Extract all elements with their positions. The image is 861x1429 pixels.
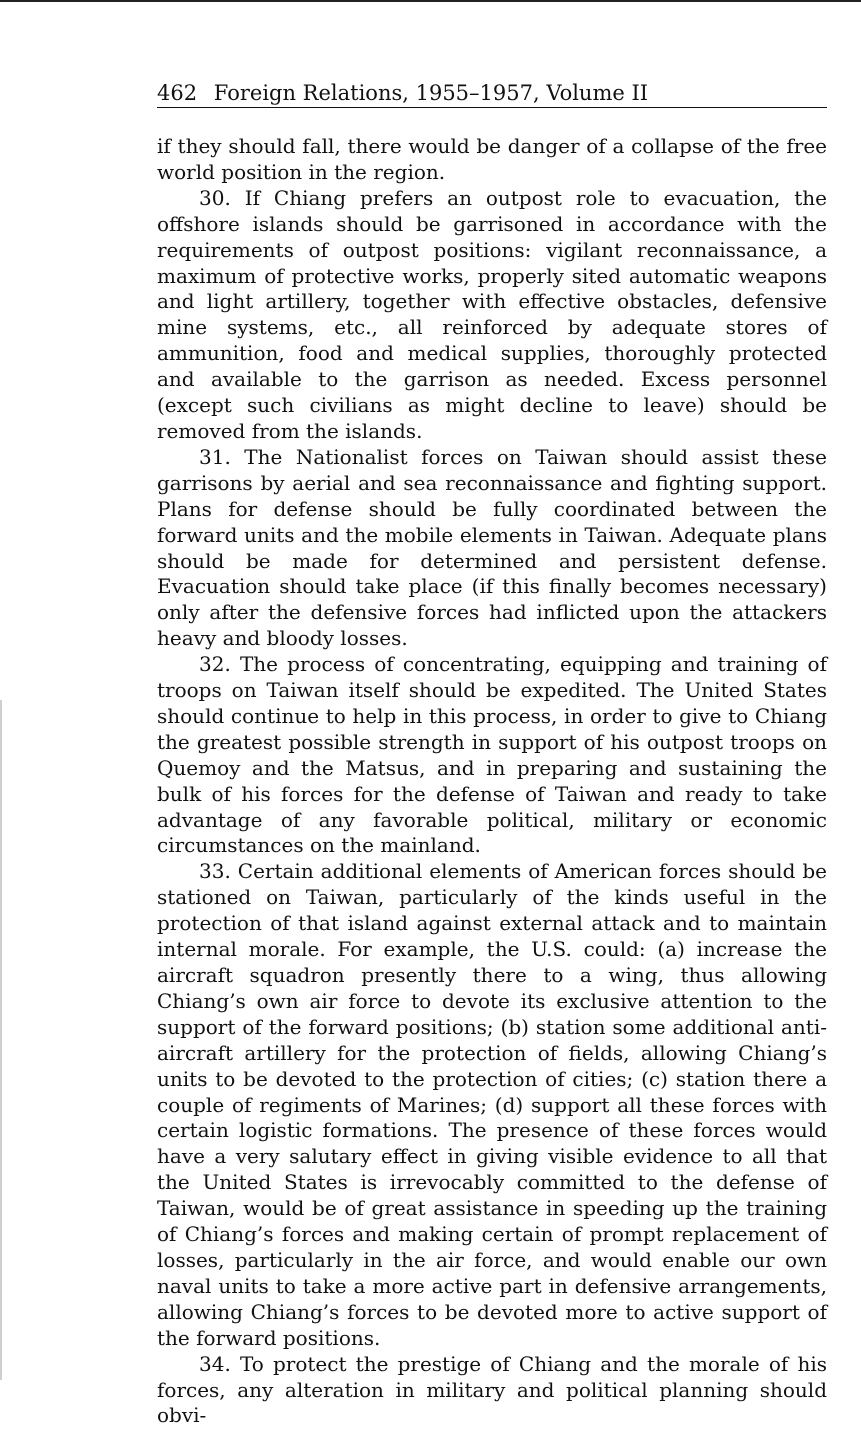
paragraph-34: 34. To protect the prestige of Chiang and the morale of his forces, any alteration in military and political planning should obvi- — [157, 1351, 827, 1428]
paragraph-30: 30. If Chiang prefers an outpost role to evacuation, the offshore islands should be garrisoned in accordance with the requirements of outpost positions: vigilant reconnaissance, a maximum of protective works, properly sited automatic weapons and light artillery, together with effective obstacles, defensive mine systems, etc., all reinforced by adequate stores of ammunition, food and medical supplies, thoroughly protected and available to the garrison as needed. Excess personnel (except such civilians as might decline to leave) should be removed from the islands. — [157, 185, 827, 443]
body-text — [157, 134, 827, 1429]
page-number: 462 — [157, 81, 198, 105]
running-header — [157, 80, 827, 106]
paragraph-33: 33. Certain additional elements of American forces should be stationed on Taiwan, particularly of the kinds useful in the protection of that island against external attack and to maintain internal morale. For example, the U.S. could: (a) increase the aircraft squadron presently there to a wing, thus allowing Chiang’s own air force to devote its exclusive attention to the support of the forward positions; (b) station some additional anti-aircraft artillery for the protection of fields, allowing Chiang’s units to be devoted to the protection of cities; (c) station there a couple of regiments of Marines; (d) support all these forces with certain logistic formations. The presence of these forces would have a very salutary effect in giving visible evidence to all that the United States is irrevocably committed to the defense of Taiwan, would be of great assistance in speeding up the training of Chiang’s forces and making certain of prompt replacement of losses, particularly in the air force, and would enable our own naval units to take a more active part in defensive arrangements, allowing Chiang’s forces to be devoted more to active support of the forward positions. — [157, 859, 827, 1350]
paragraph-continuation: if they should fall, there would be danger of a collapse of the free world position in the region. — [157, 134, 827, 184]
paragraph-32: 32. The process of concentrating, equipping and training of troops on Taiwan itself should be expedited. The United States should continue to help in this process, in order to give to Chiang the greatest possible strength in support of his outpost troops on Quemoy and the Matsus, and in preparing and sustaining the bulk of his forces for the defense of Taiwan and ready to take advantage of any favorable political, military or economic circumstances on the mainland. — [157, 652, 827, 858]
scan-edge-shadow — [0, 700, 2, 1380]
page-top-border — [0, 0, 861, 2]
paragraph-31: 31. The Nationalist forces on Taiwan should assist these garrisons by aerial and sea reconnaissance and fighting support. Plans for defense should be fully coordinated between the forward units and the mobile elements in Taiwan. Adequate plans should be made for determined and persistent defense. Evacuation should take place (if this finally becomes necessary) only after the defensive forces had inflicted upon the attackers heavy and bloody losses. — [157, 444, 827, 651]
header-rule — [157, 107, 827, 108]
running-title: Foreign Relations, 1955–1957, Volume II — [213, 81, 649, 105]
